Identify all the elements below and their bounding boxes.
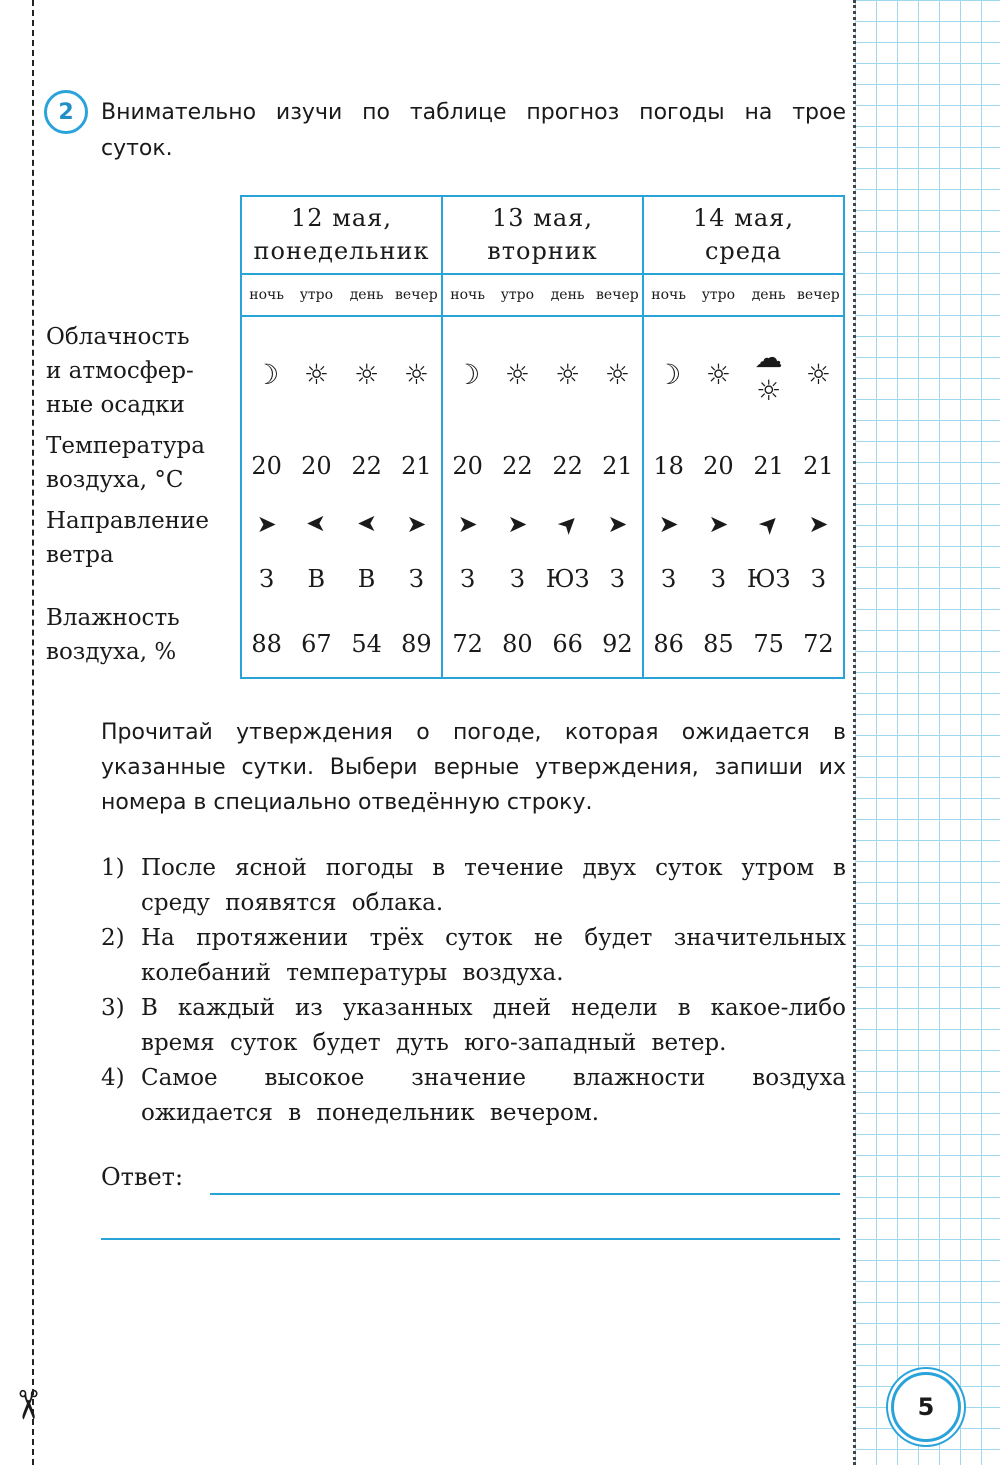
sun-icon: ☼	[504, 357, 530, 391]
temperature-cell: 21	[602, 452, 633, 480]
temperature-cell: 20	[703, 452, 734, 480]
statement-number: 2)	[101, 925, 125, 951]
table-header-parts	[241, 274, 844, 316]
day-header	[241, 196, 442, 274]
day-weekday: вторник	[487, 237, 598, 265]
temperature-cell: 21	[803, 452, 834, 480]
temperature-cell: 21	[753, 452, 784, 480]
wind-arrow-icon: ➤	[708, 510, 729, 538]
grid-divider	[853, 0, 856, 1465]
label-line: воздуха, °С	[46, 467, 184, 493]
row-label-temperature	[46, 429, 236, 497]
wind-arrow-icon: ➤	[306, 510, 327, 538]
part-label: день	[342, 274, 392, 316]
humidity-cell: 67	[301, 630, 332, 658]
row-label-wind	[46, 504, 236, 572]
statement-number: 3)	[101, 995, 125, 1021]
wind-arrow-cell	[492, 501, 542, 547]
answer-label: Ответ:	[101, 1163, 184, 1191]
wind-arrow-cell	[643, 501, 693, 547]
wind-direction-cell: З	[509, 565, 525, 593]
statement-3	[101, 991, 846, 1061]
label-line: и атмосфер-	[46, 358, 194, 384]
sun-icon: ☼	[604, 357, 630, 391]
instructions-text: Прочитай утверждения о погоде, которая ожидается в указанные сутки. Выбери верные утверждения, запиши их номера в специально отведённую строку.	[101, 720, 846, 815]
humidity-cell: 75	[753, 630, 784, 658]
part-label: день	[744, 274, 794, 316]
day-weekday: среда	[704, 237, 783, 265]
grid-margin	[855, 0, 1000, 1465]
humidity-cell: 80	[502, 630, 533, 658]
statement-number: 4)	[101, 1065, 125, 1091]
temperature-cell: 18	[643, 431, 693, 501]
temperature-cell: 22	[502, 452, 533, 480]
wind-direction-cell: ЮЗ	[746, 565, 791, 593]
temperature-cell: 20	[301, 452, 332, 480]
sun-icon: ☼	[403, 357, 429, 391]
wind-arrow-cell	[543, 501, 593, 547]
wind-direction-cell: З	[442, 547, 492, 611]
moon-icon: ☽	[254, 357, 280, 391]
answer-line-extra[interactable]	[101, 1238, 840, 1240]
humidity-cell: 89	[401, 630, 432, 658]
moon-icon: ☽	[442, 316, 492, 431]
row-wind-arrows	[241, 501, 844, 547]
wind-direction-cell: В	[307, 565, 326, 593]
label-line: Облачность	[46, 324, 190, 350]
part-label: вечер	[593, 274, 643, 316]
wind-arrow-icon: ➤	[406, 510, 427, 538]
wind-arrow-icon: ➤	[751, 506, 786, 542]
part-label: утро	[492, 274, 542, 316]
row-label-clouds	[46, 320, 236, 422]
task-number-badge: 2	[44, 90, 88, 134]
day-date: 14 мая,	[693, 204, 794, 232]
part-label: вечер	[794, 274, 844, 316]
wind-direction-cell: ЮЗ	[545, 565, 590, 593]
row-humidity	[241, 611, 844, 678]
statements-list	[101, 851, 846, 1131]
day-header	[643, 196, 844, 274]
wind-direction-cell: З	[810, 565, 826, 593]
wind-direction-cell: З	[408, 565, 424, 593]
weather-forecast-table	[240, 195, 845, 679]
table-header-days	[241, 196, 844, 274]
statement-text: В каждый из указанных дней недели в какое-либо время суток будет дуть юго-западный ветер.	[141, 995, 846, 1056]
sun-cloud-icon: ☼	[805, 357, 831, 391]
statement-1	[101, 851, 846, 921]
wind-direction-cell: З	[609, 565, 625, 593]
row-wind-direction	[241, 547, 844, 611]
label-line: воздуха, %	[46, 639, 177, 665]
label-line: Температура	[46, 433, 205, 459]
temperature-cell: 20	[442, 431, 492, 501]
statement-text: На протяжении трёх суток не будет значительных колебаний температуры воздуха.	[141, 925, 846, 986]
wind-direction-cell: З	[643, 547, 693, 611]
temperature-cell: 22	[552, 452, 583, 480]
humidity-cell: 54	[351, 630, 382, 658]
sun-icon: ☼	[555, 357, 581, 391]
humidity-cell: 72	[803, 630, 834, 658]
temperature-cell: 20	[251, 452, 282, 480]
cut-line	[32, 0, 34, 1465]
page-number: 5	[891, 1372, 961, 1442]
day-date: 12 мая,	[291, 204, 392, 232]
wind-direction-cell: З	[259, 565, 275, 593]
task-intro: Внимательно изучи по таблице прогноз погоды на трое суток.	[101, 100, 846, 161]
wind-arrow-cell	[744, 501, 794, 547]
wind-arrow-cell	[442, 501, 492, 547]
humidity-cell: 92	[602, 630, 633, 658]
wind-arrow-cell	[392, 501, 442, 547]
wind-arrow-icon: ➤	[550, 506, 585, 542]
part-label: день	[543, 274, 593, 316]
humidity-cell: 66	[552, 630, 583, 658]
wind-direction-cell: В	[357, 565, 376, 593]
wind-arrow-cell	[693, 501, 743, 547]
label-line: ные осадки	[46, 392, 185, 418]
humidity-cell: 72	[442, 611, 492, 678]
row-weather	[241, 316, 844, 431]
label-line: Влажность	[46, 605, 180, 631]
statement-text: Самое высокое значение влажности воздуха ожидается в понедельник вечером.	[141, 1065, 846, 1126]
wind-arrow-icon: ➤	[507, 510, 528, 538]
row-temperature	[241, 431, 844, 501]
label-line: ветра	[46, 542, 114, 568]
answer-line[interactable]	[210, 1193, 840, 1195]
humidity-cell: 88	[251, 630, 282, 658]
part-label: ночь	[241, 274, 291, 316]
wind-arrow-cell	[794, 501, 844, 547]
sun-cloud-icon: ☼	[705, 357, 731, 391]
statement-number: 1)	[101, 855, 125, 881]
statement-text: После ясной погоды в течение двух суток утром в среду появятся облака.	[141, 855, 846, 916]
wind-arrow-icon: ➤	[808, 510, 829, 538]
wind-arrow-icon: ➤	[256, 510, 277, 538]
wind-arrow-cell	[291, 501, 341, 547]
sun-rain-cloud-icon: ☁☼	[754, 341, 783, 407]
moon-icon: ☽	[643, 316, 693, 431]
temperature-cell: 22	[351, 452, 382, 480]
wind-arrow-icon: ➤	[356, 510, 377, 538]
humidity-cell: 86	[643, 611, 693, 678]
wind-arrow-cell	[241, 501, 291, 547]
wind-arrow-cell	[342, 501, 392, 547]
statement-2	[101, 921, 846, 991]
part-label: вечер	[392, 274, 442, 316]
wind-direction-cell: З	[710, 565, 726, 593]
day-weekday: понедельник	[253, 237, 430, 265]
part-label: утро	[693, 274, 743, 316]
temperature-cell: 21	[401, 452, 432, 480]
wind-arrow-icon: ➤	[607, 510, 628, 538]
label-line: Направление	[46, 508, 209, 534]
sun-icon: ☼	[354, 357, 380, 391]
wind-arrow-icon: ➤	[457, 510, 478, 538]
sun-icon: ☼	[303, 357, 329, 391]
statement-4	[101, 1061, 846, 1131]
humidity-cell: 85	[703, 630, 734, 658]
wind-arrow-icon: ➤	[658, 510, 679, 538]
part-label: утро	[291, 274, 341, 316]
day-header	[442, 196, 643, 274]
row-label-humidity	[46, 601, 236, 669]
day-date: 13 мая,	[492, 204, 593, 232]
part-label: ночь	[643, 274, 693, 316]
wind-arrow-cell	[593, 501, 643, 547]
part-label: ночь	[442, 274, 492, 316]
scissors-icon: ✂	[3, 1388, 50, 1422]
